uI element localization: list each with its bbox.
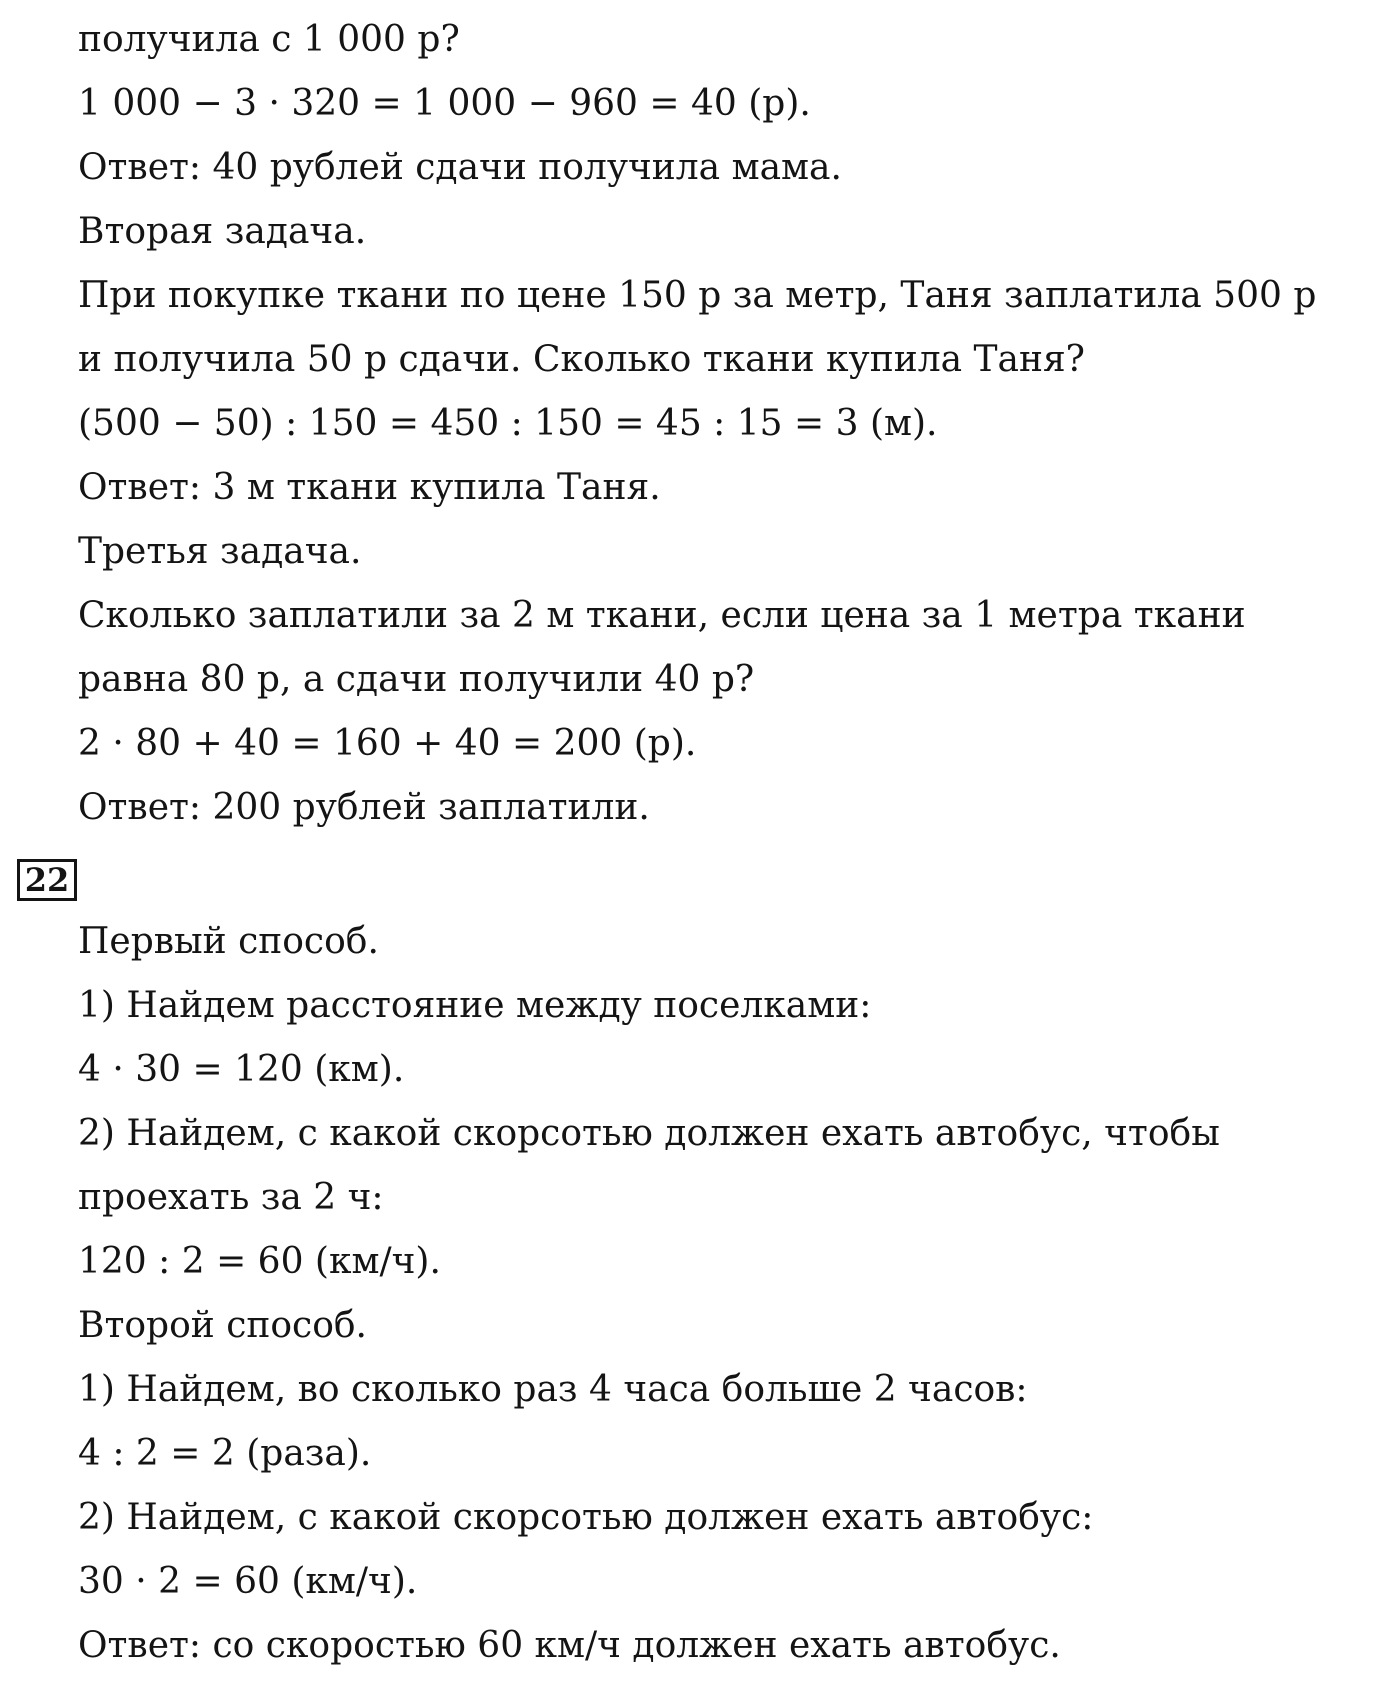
equation-line: (500 − 50) : 150 = 450 : 150 = 45 : 15 = 3 (м).: [78, 403, 938, 444]
problem-number-box: 22: [17, 859, 77, 901]
text-line: получила с 1 000 р?: [78, 19, 460, 60]
heading-line: Первый способ.: [78, 921, 379, 962]
step-line: 1) Найдем, во сколько раз 4 часа больше 2 часов:: [78, 1369, 1028, 1410]
answer-line: Ответ: 3 м ткани купила Таня.: [78, 467, 661, 508]
step-line: 2) Найдем, с какой скорсотью должен ехать автобус:: [78, 1497, 1094, 1538]
equation-line: 1 000 − 3 · 320 = 1 000 − 960 = 40 (р).: [78, 83, 811, 124]
heading-line: Вторая задача.: [78, 211, 367, 252]
text-line: и получила 50 р сдачи. Сколько ткани купила Таня?: [78, 339, 1085, 380]
step-line: 2) Найдем, с какой скорсотью должен ехать автобус, чтобы: [78, 1113, 1220, 1154]
text-line: При покупке ткани по цене 150 р за метр, Таня заплатила 500 р: [78, 275, 1317, 316]
heading-line: Второй способ.: [78, 1305, 367, 1346]
equation-line: 120 : 2 = 60 (км/ч).: [78, 1241, 441, 1282]
step-line: 1) Найдем расстояние между поселками:: [78, 985, 872, 1026]
equation-line: 2 · 80 + 40 = 160 + 40 = 200 (р).: [78, 723, 697, 764]
text-line: Сколько заплатили за 2 м ткани, если цена за 1 метра ткани: [78, 595, 1246, 636]
answer-line: Ответ: 200 рублей заплатили.: [78, 787, 650, 828]
answer-line: Ответ: 40 рублей сдачи получила мама.: [78, 147, 842, 188]
heading-line: Третья задача.: [78, 531, 362, 572]
equation-line: 4 · 30 = 120 (км).: [78, 1049, 405, 1090]
equation-line: 30 · 2 = 60 (км/ч).: [78, 1561, 418, 1602]
answer-line: Ответ: со скоростью 60 км/ч должен ехать автобус.: [78, 1625, 1061, 1666]
step-line: проехать за 2 ч:: [78, 1177, 384, 1218]
equation-line: 4 : 2 = 2 (раза).: [78, 1433, 372, 1474]
text-line: равна 80 р, а сдачи получили 40 р?: [78, 659, 755, 700]
